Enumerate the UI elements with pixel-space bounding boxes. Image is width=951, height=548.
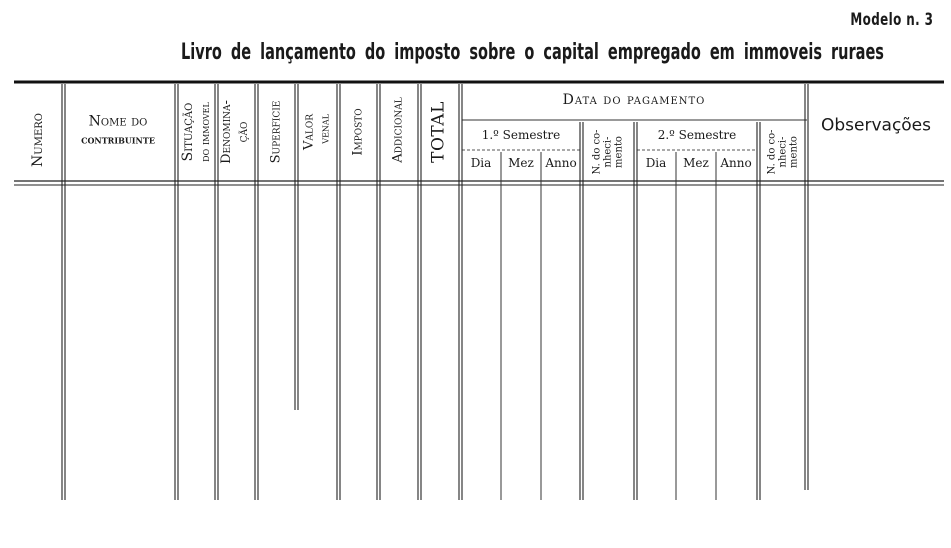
column-denominacao-line2: ção <box>236 121 251 143</box>
column-valor-line2: venal <box>318 113 332 144</box>
column-conhecimento-2-line1: N. do co- <box>766 129 778 175</box>
group-data-pagamento: Data do pagamento <box>562 92 706 108</box>
column-nome <box>81 112 155 147</box>
column-situacao <box>180 102 213 162</box>
column-imposto: Imposto <box>350 108 366 156</box>
column-situacao-line2: do immovel <box>197 102 212 162</box>
column-conhecimento-2-line3: mento <box>788 136 800 168</box>
header-semestre-2: 2.º Semestre <box>657 128 737 142</box>
column-addicional: Addicional <box>390 97 406 163</box>
column-denominacao <box>219 100 253 164</box>
header-mez-2: Mez <box>683 156 709 170</box>
page-title-text: Livro de lançamento do imposto sobre o capital empregado em immoveis ruraes <box>181 40 884 65</box>
header-dia-2: Dia <box>645 156 667 170</box>
column-conhecimento-1-line2: nheci- <box>602 136 614 168</box>
model-number: Modelo n. 3 <box>850 10 933 30</box>
header-dia-1: Dia <box>470 156 492 170</box>
column-conhecimento-2-line2: nheci- <box>777 136 789 168</box>
column-conhecimento-1-line3: mento <box>613 136 625 168</box>
header-anno-1: Anno <box>545 156 577 170</box>
header-anno-2: Anno <box>720 156 752 170</box>
column-conhecimento-2 <box>767 129 800 174</box>
column-situacao-line1: Situação <box>179 102 196 162</box>
column-total: TOTAL <box>428 101 449 163</box>
column-observacoes: Observações <box>820 115 932 136</box>
column-valor-line1: Valor <box>301 113 317 151</box>
column-superficie: Superficie <box>268 100 284 164</box>
column-conhecimento-1-line1: N. do co- <box>591 129 603 175</box>
column-nome-line2: contribuinte <box>81 132 155 147</box>
subcolumn-lines <box>501 152 716 500</box>
column-valor <box>301 114 332 150</box>
column-nome-line1: Nome do <box>88 113 148 130</box>
header-semestre-1: 1.º Semestre <box>481 128 561 142</box>
header-mez-1: Mez <box>508 156 534 170</box>
column-numero: Numero <box>30 113 46 167</box>
column-denominacao-line1: Denomina- <box>219 100 235 164</box>
column-conhecimento-1 <box>592 129 625 174</box>
